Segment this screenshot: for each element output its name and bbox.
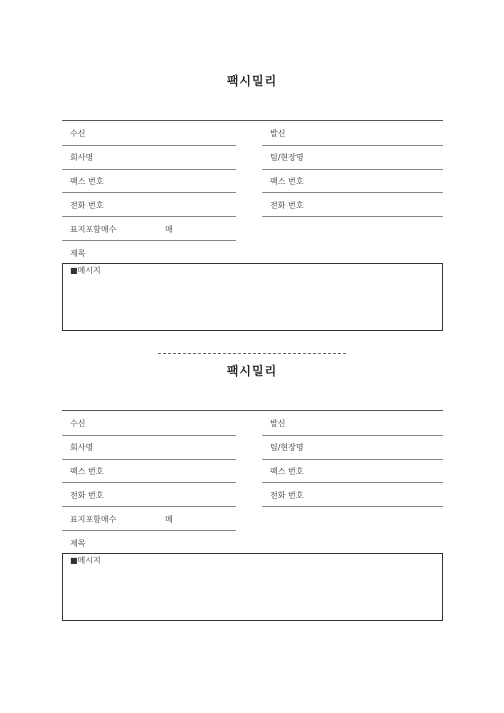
- team-label: 팀/현장명: [270, 153, 304, 162]
- pages-unit: 매: [165, 225, 173, 234]
- phone-number-label: 전화 번호: [70, 491, 104, 500]
- to-label: 수신: [70, 419, 86, 428]
- from-label: 발신: [270, 419, 286, 428]
- row-divider: [262, 506, 443, 507]
- row-divider: [262, 482, 443, 483]
- row-divider: [262, 459, 443, 460]
- top-rule: [62, 410, 443, 411]
- form-title: 팩시밀리: [226, 364, 278, 378]
- subject-label: 제목: [70, 249, 86, 258]
- row-divider: [62, 145, 236, 146]
- from-label: 발신: [270, 129, 286, 138]
- row-divider: [62, 482, 236, 483]
- row-divider: [62, 169, 236, 170]
- row-divider: [262, 435, 443, 436]
- row-divider: [62, 435, 236, 436]
- company-label: 회사명: [70, 153, 94, 162]
- fax-number-label: 팩스 번호: [270, 467, 304, 476]
- message-box[interactable]: [62, 553, 443, 621]
- message-label: ■메시지: [70, 266, 101, 275]
- fax-number-label: 팩스 번호: [70, 177, 104, 186]
- phone-number-label: 전화 번호: [70, 201, 104, 210]
- fax-number-label: 팩스 번호: [270, 177, 304, 186]
- cut-line: [158, 353, 346, 354]
- row-divider: [262, 145, 443, 146]
- company-label: 회사명: [70, 443, 94, 452]
- to-label: 수신: [70, 129, 86, 138]
- pages-unit: 매: [165, 515, 173, 524]
- row-divider: [262, 169, 443, 170]
- phone-number-label: 전화 번호: [270, 201, 304, 210]
- team-label: 팀/현장명: [270, 443, 304, 452]
- message-box[interactable]: [62, 263, 443, 331]
- row-divider: [262, 216, 443, 217]
- top-rule: [62, 120, 443, 121]
- row-divider: [262, 192, 443, 193]
- row-divider: [62, 530, 236, 531]
- row-divider: [62, 192, 236, 193]
- pages-label: 표지포함매수: [70, 515, 117, 524]
- phone-number-label: 전화 번호: [270, 491, 304, 500]
- pages-label: 표지포함매수: [70, 225, 117, 234]
- row-divider: [62, 216, 236, 217]
- row-divider: [62, 459, 236, 460]
- fax-number-label: 팩스 번호: [70, 467, 104, 476]
- subject-label: 제목: [70, 539, 86, 548]
- row-divider: [62, 506, 236, 507]
- form-title: 팩시밀리: [226, 74, 278, 88]
- message-label: ■메시지: [70, 556, 101, 565]
- row-divider: [62, 240, 236, 241]
